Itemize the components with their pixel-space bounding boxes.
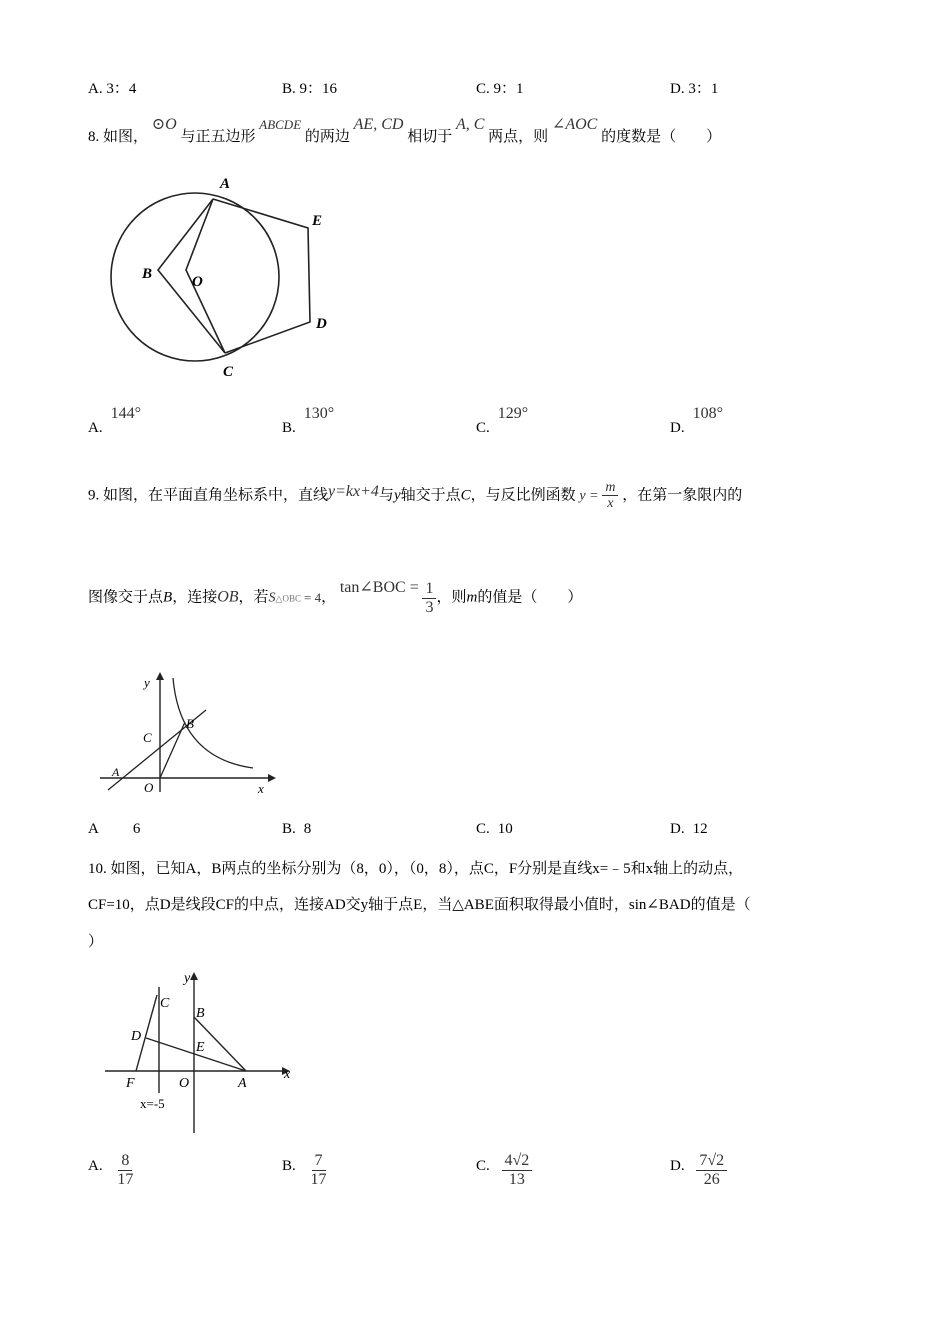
q8-figure	[100, 170, 340, 385]
q8-option-a: A.144°	[88, 405, 141, 436]
q9-y-arrow	[156, 672, 164, 680]
q10-label-c: C	[160, 996, 170, 1011]
q9-stem-line2: 图像交于点B，连接OB，若S△OBC = 4， tan∠BOC = $\frac{1}{3}$ ，则m的值是（ ）	[88, 578, 583, 616]
q9-hyperbola	[173, 678, 253, 768]
q7-option-a: A. 3：4	[88, 81, 137, 97]
q8-label-b: B	[142, 266, 153, 282]
q9-x-arrow	[268, 774, 276, 782]
q8-stem: 8. 如图， ⊙O 与正五边形 ABCDE 的两边 AE, CD 相切于 A, C 两点，则 ∠AOC 的度数是（ ）	[88, 116, 722, 145]
q8-option-c: C.129°	[476, 405, 529, 436]
q10-stem-line3: ）	[88, 934, 104, 950]
q10-label-o: O	[179, 1076, 190, 1091]
q9-option-b: B. 8	[282, 821, 312, 837]
q10-label-b: B	[196, 1006, 205, 1021]
q9-label-x: x	[258, 781, 264, 796]
q10-y-arrow	[190, 972, 198, 980]
q10-label-y: y	[184, 971, 191, 986]
q10-stem-line2: CF=10，点D是线段CF的中点，连接AD交y轴于点E，当△ABE面积取得最小值时，sin∠BAD的值是（	[88, 897, 751, 913]
q9-segment-ob	[160, 722, 185, 778]
q9-figure	[98, 670, 278, 800]
q8-label-d: D	[316, 316, 327, 332]
q9-label-b: B	[186, 716, 194, 731]
q10-label-f: F	[126, 1076, 135, 1091]
q9-stem-line1: 9. 如图，在平面直角坐标系中，直线y=kx+4与y轴交于点C，与反比例函数 y = $\frac{m}{x}$ ，在第一象限内的	[88, 480, 743, 512]
q9-label-y: y	[144, 675, 150, 690]
q10-option-c: C. $\frac{4√2}{13}$	[476, 1152, 532, 1188]
q8-option-d: D.108°	[670, 405, 723, 436]
q7-option-c: C. 9：1	[476, 81, 524, 97]
q9-label-a: A	[112, 765, 120, 779]
q7-option-d: D. 3：1	[670, 81, 719, 97]
q10-label-a: A	[238, 1076, 247, 1091]
q10-label-e: E	[196, 1040, 205, 1055]
q9-option-c: C. 10	[476, 821, 513, 837]
q10-option-a: A. $\frac{8}{17}$	[88, 1152, 134, 1188]
q8-label-e: E	[312, 213, 323, 229]
q10-label-line: x=-5	[140, 1096, 165, 1111]
q10-label-x: x	[284, 1067, 291, 1082]
q9-option-d: D. 12	[670, 821, 708, 837]
q9-label-c: C	[143, 730, 152, 745]
q8-option-b: B.130°	[282, 405, 335, 436]
q10-figure	[100, 965, 310, 1135]
q10-label-d: D	[131, 1029, 142, 1044]
q8-label-a: A	[220, 176, 231, 192]
q10-option-b: B. $\frac{7}{17}$	[282, 1152, 327, 1188]
q7-option-b: B. 9：16	[282, 81, 338, 97]
q8-pentagon-sides	[213, 199, 310, 353]
q10-stem-line1: 10. 如图，已知A，B两点的坐标分别为（8，0），（0，8），点C，F分别是直线x=﹣5和x轴上的动点，	[88, 861, 744, 877]
q8-label-o: O	[192, 274, 203, 290]
q8-label-c: C	[223, 364, 234, 380]
q9-label-o: O	[144, 780, 154, 795]
q9-option-a: A 6	[88, 821, 141, 837]
q10-option-d: D. $\frac{7√2}{26}$	[670, 1152, 727, 1188]
